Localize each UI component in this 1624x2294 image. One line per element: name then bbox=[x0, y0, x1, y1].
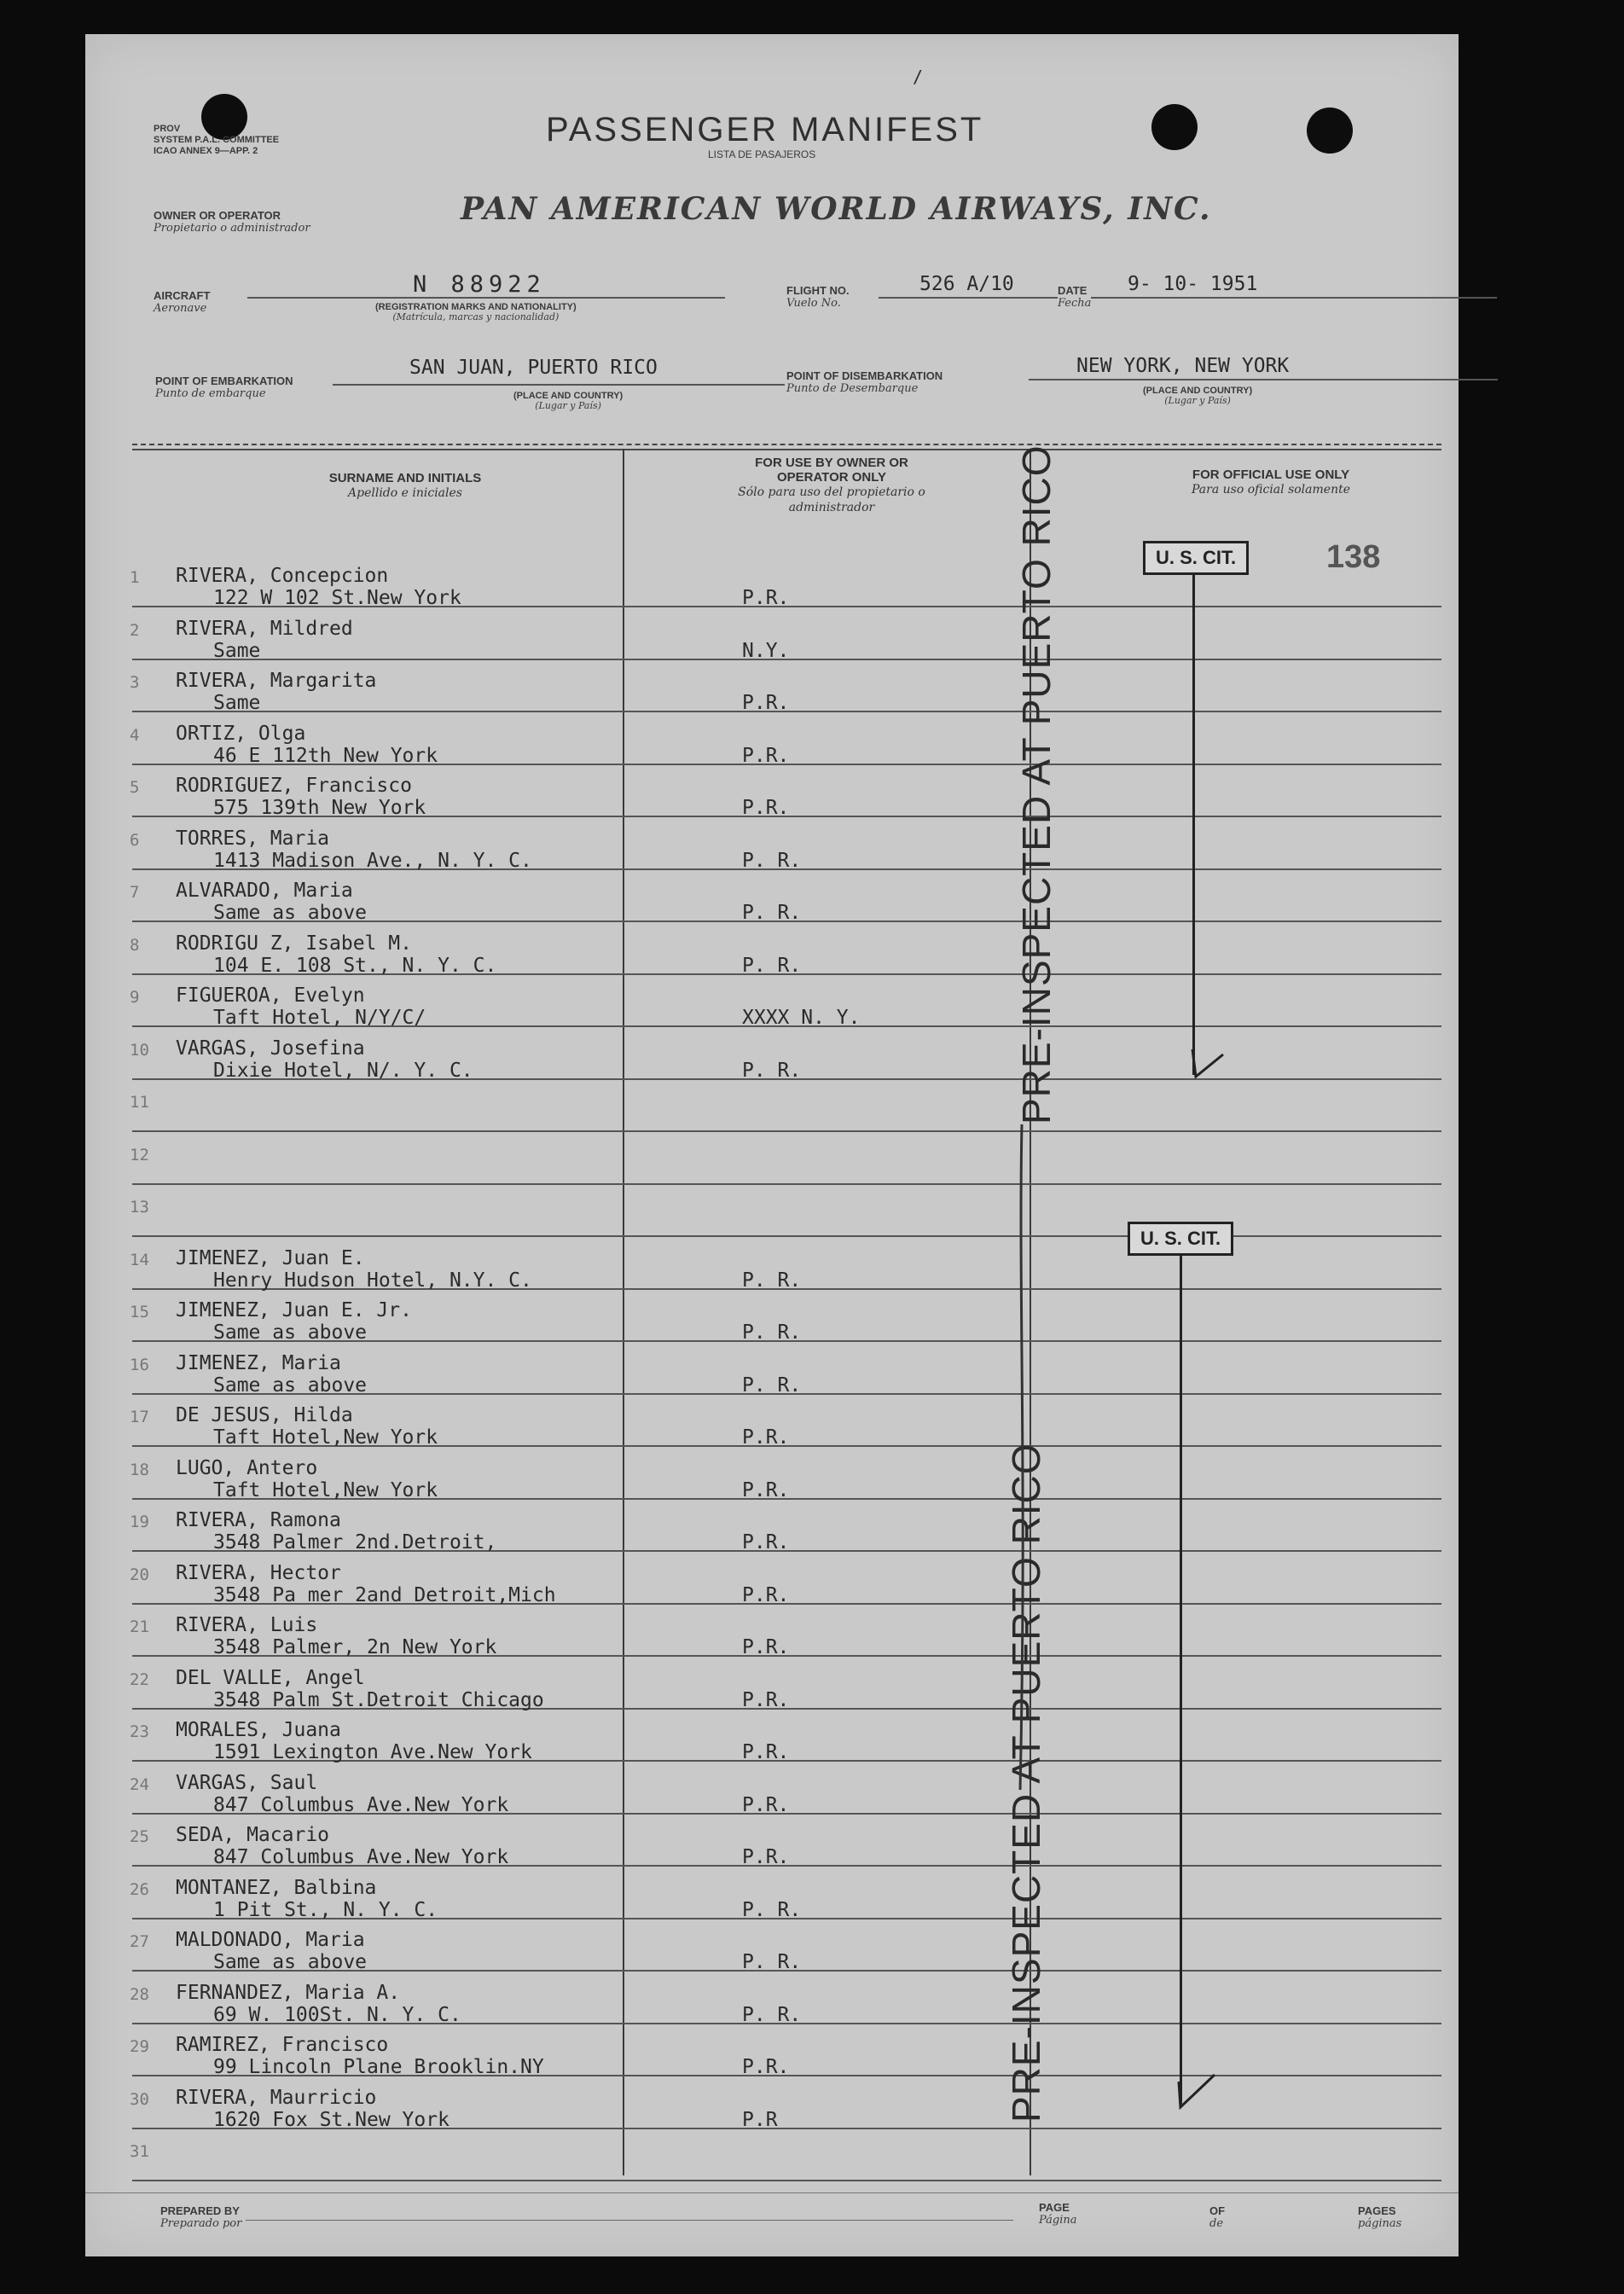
passenger-code: P.R. bbox=[742, 1846, 790, 1868]
passenger-name: TORRES, Maria bbox=[176, 828, 330, 850]
passenger-name: RODRIGU Z, Isabel M. bbox=[176, 932, 412, 955]
prepared-by-label: PREPARED BY Preparado por bbox=[160, 2204, 242, 2230]
passenger-name: ORTIZ, Olga bbox=[176, 723, 306, 745]
row-number: 17 bbox=[130, 1408, 149, 1426]
us-cit-stamp-2: U. S. CIT. bbox=[1128, 1222, 1233, 1256]
column-divider-1 bbox=[623, 449, 624, 2175]
passenger-name: RIVERA, Mildred bbox=[176, 618, 353, 640]
row-number: 29 bbox=[130, 2037, 149, 2056]
of-label: OF de bbox=[1209, 2204, 1226, 2230]
row-number: 14 bbox=[130, 1251, 149, 1269]
row-number: 27 bbox=[130, 1932, 149, 1951]
header-rule-top bbox=[132, 444, 1441, 445]
check-mark-1 bbox=[1186, 1015, 1237, 1083]
row-number: 10 bbox=[130, 1041, 149, 1060]
manifest-page bbox=[85, 34, 1459, 2256]
us-cit-stamp-1: U. S. CIT. bbox=[1143, 541, 1249, 575]
passenger-code: P.R. bbox=[742, 1741, 790, 1763]
column-header-surname: SURNAME AND INITIALS Apellido e iniciales bbox=[328, 471, 482, 500]
row-number: 6 bbox=[130, 831, 140, 850]
row-number: 11 bbox=[130, 1093, 149, 1112]
passenger-name: DE JESUS, Hilda bbox=[176, 1404, 353, 1426]
passenger-code: P.R. bbox=[742, 587, 790, 609]
check-mark-2 bbox=[1169, 2039, 1228, 2116]
date-value: 9- 10- 1951 bbox=[1128, 273, 1258, 295]
passenger-code: P.R. bbox=[742, 745, 790, 767]
passenger-name: SEDA, Macario bbox=[176, 1824, 330, 1846]
cit-bracket-2 bbox=[1180, 1256, 1182, 2104]
passenger-address: 1620 Fox St.New York bbox=[213, 2109, 450, 2131]
disembarkation-underline bbox=[1029, 379, 1498, 380]
row-number: 30 bbox=[130, 2090, 149, 2109]
row-number: 7 bbox=[130, 883, 140, 902]
row-number: 20 bbox=[130, 1565, 149, 1584]
passenger-code: P.R. bbox=[742, 1531, 790, 1554]
passenger-name: RIVERA, Ramona bbox=[176, 1509, 341, 1531]
passenger-address: 847 Columbus Ave.New York bbox=[213, 1846, 509, 1868]
row-rule bbox=[132, 1235, 1441, 1237]
passenger-name: RIVERA, Hector bbox=[176, 1562, 341, 1584]
page-label: PAGE Página bbox=[1039, 2201, 1077, 2227]
date-underline bbox=[1100, 297, 1497, 299]
date-label: DATE Fecha bbox=[1058, 284, 1092, 310]
row-number: 8 bbox=[130, 936, 140, 955]
passenger-address: Taft Hotel,New York bbox=[213, 1479, 438, 1501]
passenger-name: RIVERA, Margarita bbox=[176, 670, 377, 692]
passenger-address: 1591 Lexington Ave.New York bbox=[213, 1741, 532, 1763]
row-number: 21 bbox=[130, 1617, 149, 1636]
passenger-code: P.R. bbox=[742, 1479, 790, 1501]
aircraft-label: AIRCRAFT Aeronave bbox=[154, 289, 211, 315]
passenger-address: 99 Lincoln Plane Brooklin.NY bbox=[213, 2056, 544, 2078]
cit-bracket-1 bbox=[1192, 573, 1195, 1075]
disembarkation-label: POINT OF DISEMBARKATION Punto de Desembarque bbox=[786, 369, 943, 395]
passenger-code: P. R. bbox=[742, 1899, 802, 1921]
passenger-address: Same as above bbox=[213, 1374, 368, 1397]
row-rule bbox=[132, 1183, 1441, 1185]
embarkation-value: SAN JUAN, PUERTO RICO bbox=[409, 357, 658, 379]
owner-label: OWNER OR OPERATOR Propietario o administrador bbox=[154, 209, 310, 235]
row-number: 3 bbox=[130, 673, 140, 692]
form-code: PROV SYSTEM P.A.L. COMMITTEE ICAO ANNEX 9—APP. 2 bbox=[154, 124, 280, 156]
passenger-name: JIMENEZ, Maria bbox=[176, 1352, 341, 1374]
passenger-name: LUGO, Antero bbox=[176, 1457, 318, 1479]
passenger-name: ALVARADO, Maria bbox=[176, 880, 353, 902]
passenger-address: 3548 Palmer 2nd.Detroit, bbox=[213, 1531, 497, 1554]
passenger-name: MONTANEZ, Balbina bbox=[176, 1877, 377, 1899]
passenger-address: Dixie Hotel, N/. Y. C. bbox=[213, 1060, 473, 1082]
row-number: 26 bbox=[130, 1880, 149, 1899]
passenger-address: 69 W. 100St. N. Y. C. bbox=[213, 2004, 461, 2026]
passenger-address: 575 139th New York bbox=[213, 797, 426, 819]
passenger-address: 1413 Madison Ave., N. Y. C. bbox=[213, 850, 532, 872]
pages-label: PAGES páginas bbox=[1358, 2204, 1402, 2230]
row-number: 25 bbox=[130, 1827, 149, 1846]
passenger-address: Same as above bbox=[213, 1951, 368, 1973]
airline-name: PAN AMERICAN WORLD AIRWAYS, INC. bbox=[461, 191, 1212, 227]
row-number: 4 bbox=[130, 726, 140, 745]
passenger-address: 3548 Palm St.Detroit Chicago bbox=[213, 1689, 544, 1711]
passenger-address: Same as above bbox=[213, 1321, 368, 1344]
passenger-address: Same as above bbox=[213, 902, 368, 924]
row-number: 13 bbox=[130, 1198, 149, 1217]
row-number: 22 bbox=[130, 1670, 149, 1689]
footer-rule bbox=[85, 2192, 1459, 2193]
column-header-official: FOR OFFICIAL USE ONLY Para uso oficial solamente bbox=[1192, 468, 1350, 497]
passenger-name: VARGAS, Saul bbox=[176, 1772, 318, 1794]
row-number: 1 bbox=[130, 568, 140, 587]
row-number: 28 bbox=[130, 1985, 149, 2004]
row-number: 19 bbox=[130, 1513, 149, 1531]
row-number: 16 bbox=[130, 1356, 149, 1374]
row-number: 31 bbox=[130, 2142, 149, 2161]
passenger-address: 1 Pit St., N. Y. C. bbox=[213, 1899, 438, 1921]
passenger-address: Taft Hotel, N/Y/C/ bbox=[213, 1007, 426, 1029]
flight-value: 526 A/10 bbox=[919, 273, 1014, 295]
page-title: PASSENGER MANIFEST bbox=[546, 111, 984, 148]
passenger-code: P.R. bbox=[742, 1584, 790, 1606]
embarkation-label: POINT OF EMBARKATION Punto de embarque bbox=[155, 375, 293, 400]
row-rule bbox=[132, 1130, 1441, 1132]
passenger-name: FIGUEROA, Evelyn bbox=[176, 984, 365, 1007]
passenger-code: P. R. bbox=[742, 955, 802, 977]
passenger-code: P. R. bbox=[742, 1269, 802, 1292]
passenger-code: P.R. bbox=[742, 692, 790, 714]
passenger-name: MORALES, Juana bbox=[176, 1719, 341, 1741]
inspection-stamp-1: PRE-INSPECTED AT PUERTO RICO bbox=[1014, 444, 1058, 1124]
row-number: 23 bbox=[130, 1722, 149, 1741]
row-number: 9 bbox=[130, 988, 140, 1007]
passenger-code: P. R. bbox=[742, 1321, 802, 1344]
aircraft-value: N 88922 bbox=[413, 271, 546, 298]
passenger-code: P. R. bbox=[742, 850, 802, 872]
passenger-name: RAMIREZ, Francisco bbox=[176, 2034, 389, 2056]
prepared-by-underline bbox=[246, 2220, 1013, 2221]
column-header-owner-use: FOR USE BY OWNER OR OPERATOR ONLY Sólo para uso del propietario o administrador bbox=[738, 456, 925, 514]
passenger-name: RODRIGUEZ, Francisco bbox=[176, 775, 412, 797]
page-subtitle: LISTA DE PASAJEROS bbox=[708, 148, 816, 160]
flight-label: FLIGHT NO. Vuelo No. bbox=[786, 284, 850, 310]
passenger-name: MALDONADO, Maria bbox=[176, 1929, 365, 1951]
official-number: 138 bbox=[1326, 539, 1381, 575]
passenger-address: 3548 Pa mer 2and Detroit,Mich bbox=[213, 1584, 556, 1606]
passenger-name: FERNANDEZ, Maria A. bbox=[176, 1982, 401, 2004]
passenger-code: P. R. bbox=[742, 1951, 802, 1973]
passenger-code: P. R. bbox=[742, 902, 802, 924]
passenger-name: JIMENEZ, Juan E. Jr. bbox=[176, 1299, 412, 1321]
passenger-address: Henry Hudson Hotel, N.Y. C. bbox=[213, 1269, 532, 1292]
passenger-address: Same bbox=[213, 692, 261, 714]
passenger-name: RIVERA, Concepcion bbox=[176, 565, 389, 587]
passenger-code: XXXX N. Y. bbox=[742, 1007, 861, 1029]
passenger-address: 122 W 102 St.New York bbox=[213, 587, 461, 609]
inspection-stamp-2: PRE-INSPECTED AT PUERTO RICO bbox=[1004, 1443, 1048, 2123]
embarkation-underline bbox=[333, 384, 785, 386]
passenger-name: RIVERA, Maurricio bbox=[176, 2087, 377, 2109]
row-number: 2 bbox=[130, 621, 140, 640]
passenger-address: 847 Columbus Ave.New York bbox=[213, 1794, 509, 1816]
row-number: 15 bbox=[130, 1303, 149, 1321]
punch-hole-right-2 bbox=[1307, 107, 1353, 154]
row-rule bbox=[132, 2180, 1441, 2181]
row-number: 24 bbox=[130, 1775, 149, 1794]
embarkation-caption: (PLACE AND COUNTRY) (Lugar y País) bbox=[513, 391, 624, 411]
row-number: 18 bbox=[130, 1461, 149, 1479]
passenger-code: P.R. bbox=[742, 1689, 790, 1711]
passenger-code: P.R. bbox=[742, 797, 790, 819]
passenger-code: P.R. bbox=[742, 2056, 790, 2078]
passenger-address: 104 E. 108 St., N. Y. C. bbox=[213, 955, 497, 977]
passenger-code: N.Y. bbox=[742, 640, 790, 662]
passenger-name: JIMENEZ, Juan E. bbox=[176, 1247, 365, 1269]
header-rule-bottom bbox=[132, 449, 1441, 450]
passenger-address: Taft Hotel,New York bbox=[213, 1426, 438, 1449]
row-number: 12 bbox=[130, 1146, 149, 1164]
passenger-name: VARGAS, Josefina bbox=[176, 1037, 365, 1060]
passenger-code: P.R. bbox=[742, 1426, 790, 1449]
passenger-code: P.R. bbox=[742, 1636, 790, 1658]
passenger-code: P. R. bbox=[742, 2004, 802, 2026]
passenger-address: 3548 Palmer, 2n New York bbox=[213, 1636, 497, 1658]
passenger-name: RIVERA, Luis bbox=[176, 1614, 318, 1636]
passenger-code: P.R. bbox=[742, 1794, 790, 1816]
passenger-code: P. R. bbox=[742, 1374, 802, 1397]
inspection-line bbox=[1015, 1124, 1041, 1790]
disembarkation-caption: (PLACE AND COUNTRY) (Lugar y País) bbox=[1143, 386, 1253, 406]
aircraft-caption: (REGISTRATION MARKS AND NATIONALITY) (Matrícula, marcas y nacionalidad) bbox=[375, 302, 577, 322]
passenger-address: 46 E 112th New York bbox=[213, 745, 438, 767]
passenger-code: P.R bbox=[742, 2109, 778, 2131]
disembarkation-value: NEW YORK, NEW YORK bbox=[1076, 355, 1290, 377]
passenger-address: Same bbox=[213, 640, 261, 662]
row-number: 5 bbox=[130, 778, 140, 797]
top-mark: / bbox=[913, 67, 924, 87]
passenger-name: DEL VALLE, Angel bbox=[176, 1667, 365, 1689]
punch-hole-right-1 bbox=[1151, 104, 1198, 150]
passenger-code: P. R. bbox=[742, 1060, 802, 1082]
